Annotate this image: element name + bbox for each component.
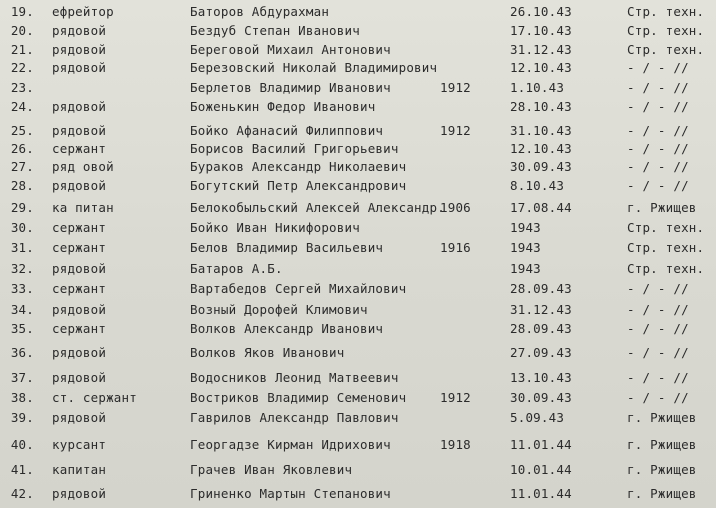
full-name: Баторов Абдурахман xyxy=(190,4,330,19)
full-name: Береговой Михаил Антонович xyxy=(190,42,391,57)
row-number: 27. xyxy=(10,159,34,174)
row-number: 29. xyxy=(10,200,34,215)
rank: рядовой xyxy=(52,99,107,114)
rank: сержант xyxy=(52,321,107,336)
rank: ка питан xyxy=(52,200,114,215)
rank: сержант xyxy=(52,220,107,235)
row-number: 19. xyxy=(10,4,34,19)
table-row xyxy=(0,176,716,196)
place: Стр. техн. xyxy=(627,220,705,235)
table-row xyxy=(0,97,716,117)
full-name: Гриненко Мартын Степанович xyxy=(190,486,391,501)
full-name: Вартабедов Сергей Михайлович xyxy=(190,281,407,296)
row-number: 22. xyxy=(10,60,34,75)
date: 31.12.43 xyxy=(510,42,572,57)
place: - / - // xyxy=(627,80,689,95)
full-name: Георгадзе Кирман Идрихович xyxy=(190,437,391,452)
full-name: Березовский Николай Владимирович xyxy=(190,60,438,75)
table-row xyxy=(0,460,716,480)
date: 1943 xyxy=(510,220,541,235)
place: - / - // xyxy=(627,123,689,138)
date: 28.10.43 xyxy=(510,99,572,114)
place: - / - // xyxy=(627,60,689,75)
row-number: 20. xyxy=(10,23,34,38)
rank: рядовой xyxy=(52,486,107,501)
full-name: Боженькин Федор Иванович xyxy=(190,99,376,114)
table-row xyxy=(0,368,716,388)
row-number: 42. xyxy=(10,486,34,501)
table-row xyxy=(0,40,716,60)
date: 1943 xyxy=(510,240,541,255)
full-name: Грачев Иван Яковлевич xyxy=(190,462,353,477)
row-number: 24. xyxy=(10,99,34,114)
table-row xyxy=(0,343,716,363)
place: Стр. техн. xyxy=(627,4,705,19)
table-row xyxy=(0,300,716,320)
rank: сержант xyxy=(52,240,107,255)
row-number: 28. xyxy=(10,178,34,193)
date: 28.09.43 xyxy=(510,321,572,336)
rank: рядовой xyxy=(52,123,107,138)
date: 1943 xyxy=(510,261,541,276)
row-number: 40. xyxy=(10,437,34,452)
date: 30.09.43 xyxy=(510,390,572,405)
table-row xyxy=(0,388,716,408)
rank: рядовой xyxy=(52,410,107,425)
table-row xyxy=(0,484,716,504)
table-row xyxy=(0,121,716,141)
full-name: Бойко Иван Никифорович xyxy=(190,220,360,235)
full-name: Богутский Петр Александрович xyxy=(190,178,407,193)
rank: сержант xyxy=(52,141,107,156)
date: 11.01.44 xyxy=(510,486,572,501)
row-number: 26. xyxy=(10,141,34,156)
date: 27.09.43 xyxy=(510,345,572,360)
place: - / - // xyxy=(627,281,689,296)
rank: рядовой xyxy=(52,302,107,317)
full-name: Гаврилов Александр Павлович xyxy=(190,410,399,425)
full-name: Бездуб Степан Иванович xyxy=(190,23,360,38)
place: - / - // xyxy=(627,345,689,360)
rank: ефрейтор xyxy=(52,4,114,19)
date: 12.10.43 xyxy=(510,60,572,75)
row-number: 21. xyxy=(10,42,34,57)
date: 17.08.44 xyxy=(510,200,572,215)
table-row xyxy=(0,319,716,339)
date: 5.09.43 xyxy=(510,410,565,425)
table-row xyxy=(0,198,716,218)
rank: рядовой xyxy=(52,178,107,193)
row-number: 30. xyxy=(10,220,34,235)
place: - / - // xyxy=(627,99,689,114)
row-number: 38. xyxy=(10,390,34,405)
place: Стр. техн. xyxy=(627,261,705,276)
date: 12.10.43 xyxy=(510,141,572,156)
birth-year: 1916 xyxy=(440,240,471,255)
table-row xyxy=(0,2,716,22)
birth-year: 1906 xyxy=(440,200,471,215)
full-name: Борисов Василий Григорьевич xyxy=(190,141,399,156)
row-number: 25. xyxy=(10,123,34,138)
birth-year: 1912 xyxy=(440,390,471,405)
table-row xyxy=(0,58,716,78)
place: - / - // xyxy=(627,370,689,385)
full-name: Возный Дорофей Климович xyxy=(190,302,368,317)
place: г. Ржищев xyxy=(627,410,697,425)
place: г. Ржищев xyxy=(627,437,697,452)
date: 28.09.43 xyxy=(510,281,572,296)
full-name: Батаров А.Б. xyxy=(190,261,283,276)
table-row xyxy=(0,157,716,177)
row-number: 35. xyxy=(10,321,34,336)
table-row xyxy=(0,259,716,279)
table-row xyxy=(0,408,716,428)
row-number: 37. xyxy=(10,370,34,385)
full-name: Белокобыльский Алексей Александр. xyxy=(190,200,445,215)
date: 10.01.44 xyxy=(510,462,572,477)
rank: рядовой xyxy=(52,60,107,75)
full-name: Белов Владимир Васильевич xyxy=(190,240,384,255)
table-row xyxy=(0,435,716,455)
row-number: 34. xyxy=(10,302,34,317)
place: - / - // xyxy=(627,141,689,156)
table-row xyxy=(0,218,716,238)
date: 30.09.43 xyxy=(510,159,572,174)
row-number: 41. xyxy=(10,462,34,477)
full-name: Бойко Афанасий Филиппович xyxy=(190,123,384,138)
date: 26.10.43 xyxy=(510,4,572,19)
table-row xyxy=(0,78,716,98)
birth-year: 1918 xyxy=(440,437,471,452)
table-row xyxy=(0,139,716,159)
date: 11.01.44 xyxy=(510,437,572,452)
rank: рядовой xyxy=(52,261,107,276)
place: Стр. техн. xyxy=(627,240,705,255)
place: - / - // xyxy=(627,302,689,317)
full-name: Берлетов Владимир Иванович xyxy=(190,80,391,95)
birth-year: 1912 xyxy=(440,80,471,95)
rank: ряд овой xyxy=(52,159,114,174)
table-row xyxy=(0,238,716,258)
row-number: 32. xyxy=(10,261,34,276)
place: - / - // xyxy=(627,178,689,193)
rank: рядовой xyxy=(52,42,107,57)
place: г. Ржищев xyxy=(627,462,697,477)
rank: рядовой xyxy=(52,370,107,385)
table-row xyxy=(0,21,716,41)
place: - / - // xyxy=(627,390,689,405)
row-number: 39. xyxy=(10,410,34,425)
rank: сержант xyxy=(52,281,107,296)
row-number: 36. xyxy=(10,345,34,360)
row-number: 31. xyxy=(10,240,34,255)
date: 17.10.43 xyxy=(510,23,572,38)
row-number: 33. xyxy=(10,281,34,296)
date: 31.12.43 xyxy=(510,302,572,317)
place: Стр. техн. xyxy=(627,23,705,38)
full-name: Востриков Владимир Семенович xyxy=(190,390,407,405)
date: 31.10.43 xyxy=(510,123,572,138)
full-name: Водосников Леонид Матвеевич xyxy=(190,370,399,385)
full-name: Волков Александр Иванович xyxy=(190,321,384,336)
rank: рядовой xyxy=(52,23,107,38)
rank: курсант xyxy=(52,437,107,452)
place: - / - // xyxy=(627,321,689,336)
table-row xyxy=(0,279,716,299)
rank: ст. сержант xyxy=(52,390,137,405)
birth-year: 1912 xyxy=(440,123,471,138)
full-name: Бураков Александр Николаевич xyxy=(190,159,407,174)
date: 13.10.43 xyxy=(510,370,572,385)
rank: капитан xyxy=(52,462,107,477)
date: 1.10.43 xyxy=(510,80,565,95)
row-number: 23. xyxy=(10,80,34,95)
full-name: Волков Яков Иванович xyxy=(190,345,345,360)
place: - / - // xyxy=(627,159,689,174)
place: Стр. техн. xyxy=(627,42,705,57)
rank: рядовой xyxy=(52,345,107,360)
place: г. Ржищев xyxy=(627,200,697,215)
date: 8.10.43 xyxy=(510,178,565,193)
place: г. Ржищев xyxy=(627,486,697,501)
